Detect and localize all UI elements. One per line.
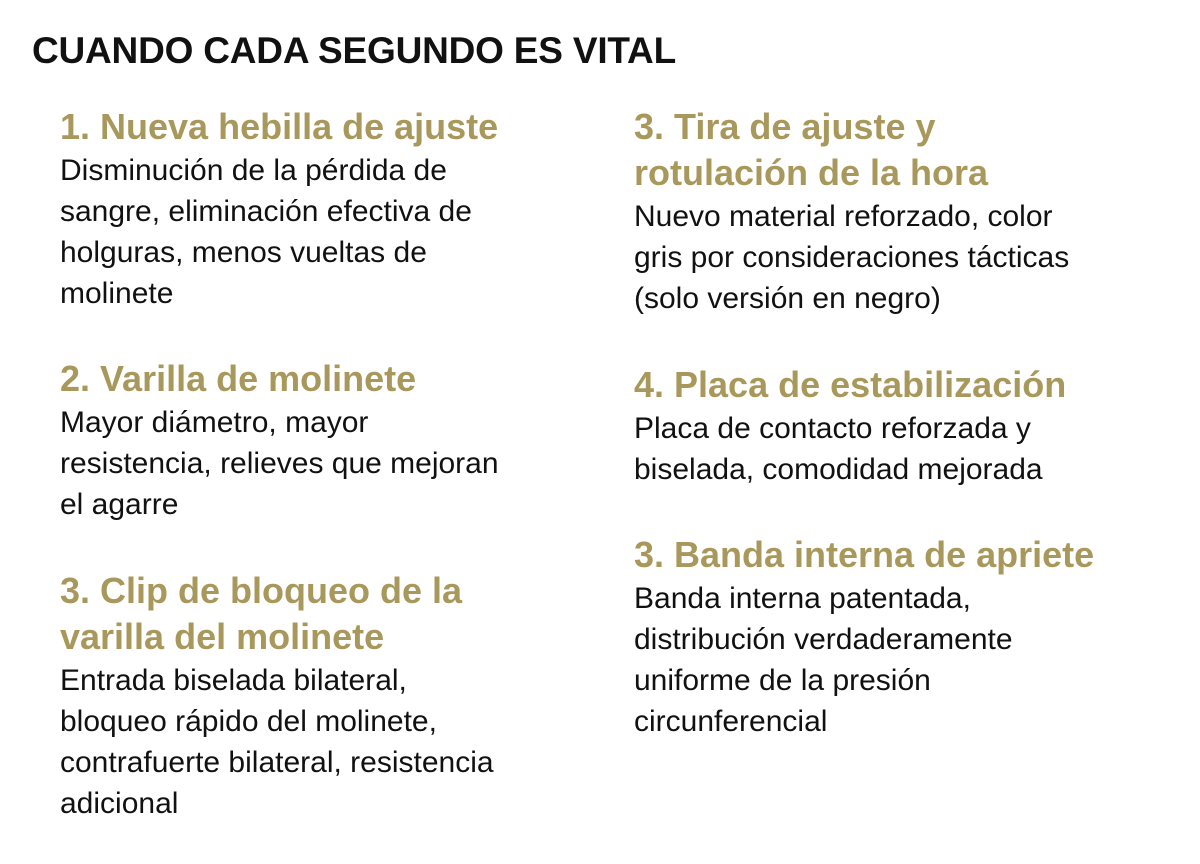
desc-line: adicional [60,787,179,820]
desc-line: Nuevo material reforzado, color [634,200,1053,233]
feature-heading [634,104,1069,196]
desc-line: Banda interna patentada, [634,582,971,615]
feature-description [634,408,1066,490]
desc-line: bloqueo rápido del molinete, [60,705,437,738]
feature-heading: 4. Placa de estabilización [634,364,1067,405]
desc-line: uniforme de la presión [634,664,931,697]
feature-heading: 2. Varilla de molinete [60,358,417,399]
feature-description [60,150,498,314]
desc-line: Mayor diámetro, mayor [60,406,369,439]
feature-inner-band [634,532,1094,742]
desc-line: holguras, menos vueltas de [60,236,427,269]
heading-line: varilla del molinete [60,616,385,657]
feature-description [60,660,494,824]
page-title: CUANDO CADA SEGUNDO ES VITAL [32,30,676,71]
heading-line: rotulación de la hora [634,152,989,193]
desc-line: (solo versión en negro) [634,282,941,315]
feature-buckle [60,104,498,314]
feature-windlass-rod [60,356,499,525]
desc-line: molinete [60,277,174,310]
desc-line: resistencia, relieves que mejoran [60,447,499,480]
desc-line: sangre, eliminación efectiva de [60,195,472,228]
desc-line: el agarre [60,488,179,521]
heading-line: 3. Clip de bloqueo de la [60,570,463,611]
heading-line: 3. Tira de ajuste y [634,106,936,147]
desc-line: contrafuerte bilateral, resistencia [60,746,494,779]
desc-line: gris por consideraciones tácticas [634,241,1070,274]
feature-locking-clip [60,568,494,824]
desc-line: distribución verdaderamente [634,623,1013,656]
feature-description [634,196,1069,319]
feature-stabilization-plate [634,362,1066,490]
desc-line: circunferencial [634,705,828,738]
feature-description [634,578,1094,742]
desc-line: biselada, comodidad mejorada [634,453,1043,486]
feature-heading [60,568,494,660]
feature-strap-time-label [634,104,1069,319]
desc-line: Entrada biselada bilateral, [60,664,407,697]
feature-heading: 1. Nueva hebilla de ajuste [60,106,499,147]
feature-heading: 3. Banda interna de apriete [634,534,1095,575]
feature-description [60,402,499,525]
desc-line: Placa de contacto reforzada y [634,412,1031,445]
desc-line: Disminución de la pérdida de [60,154,447,187]
